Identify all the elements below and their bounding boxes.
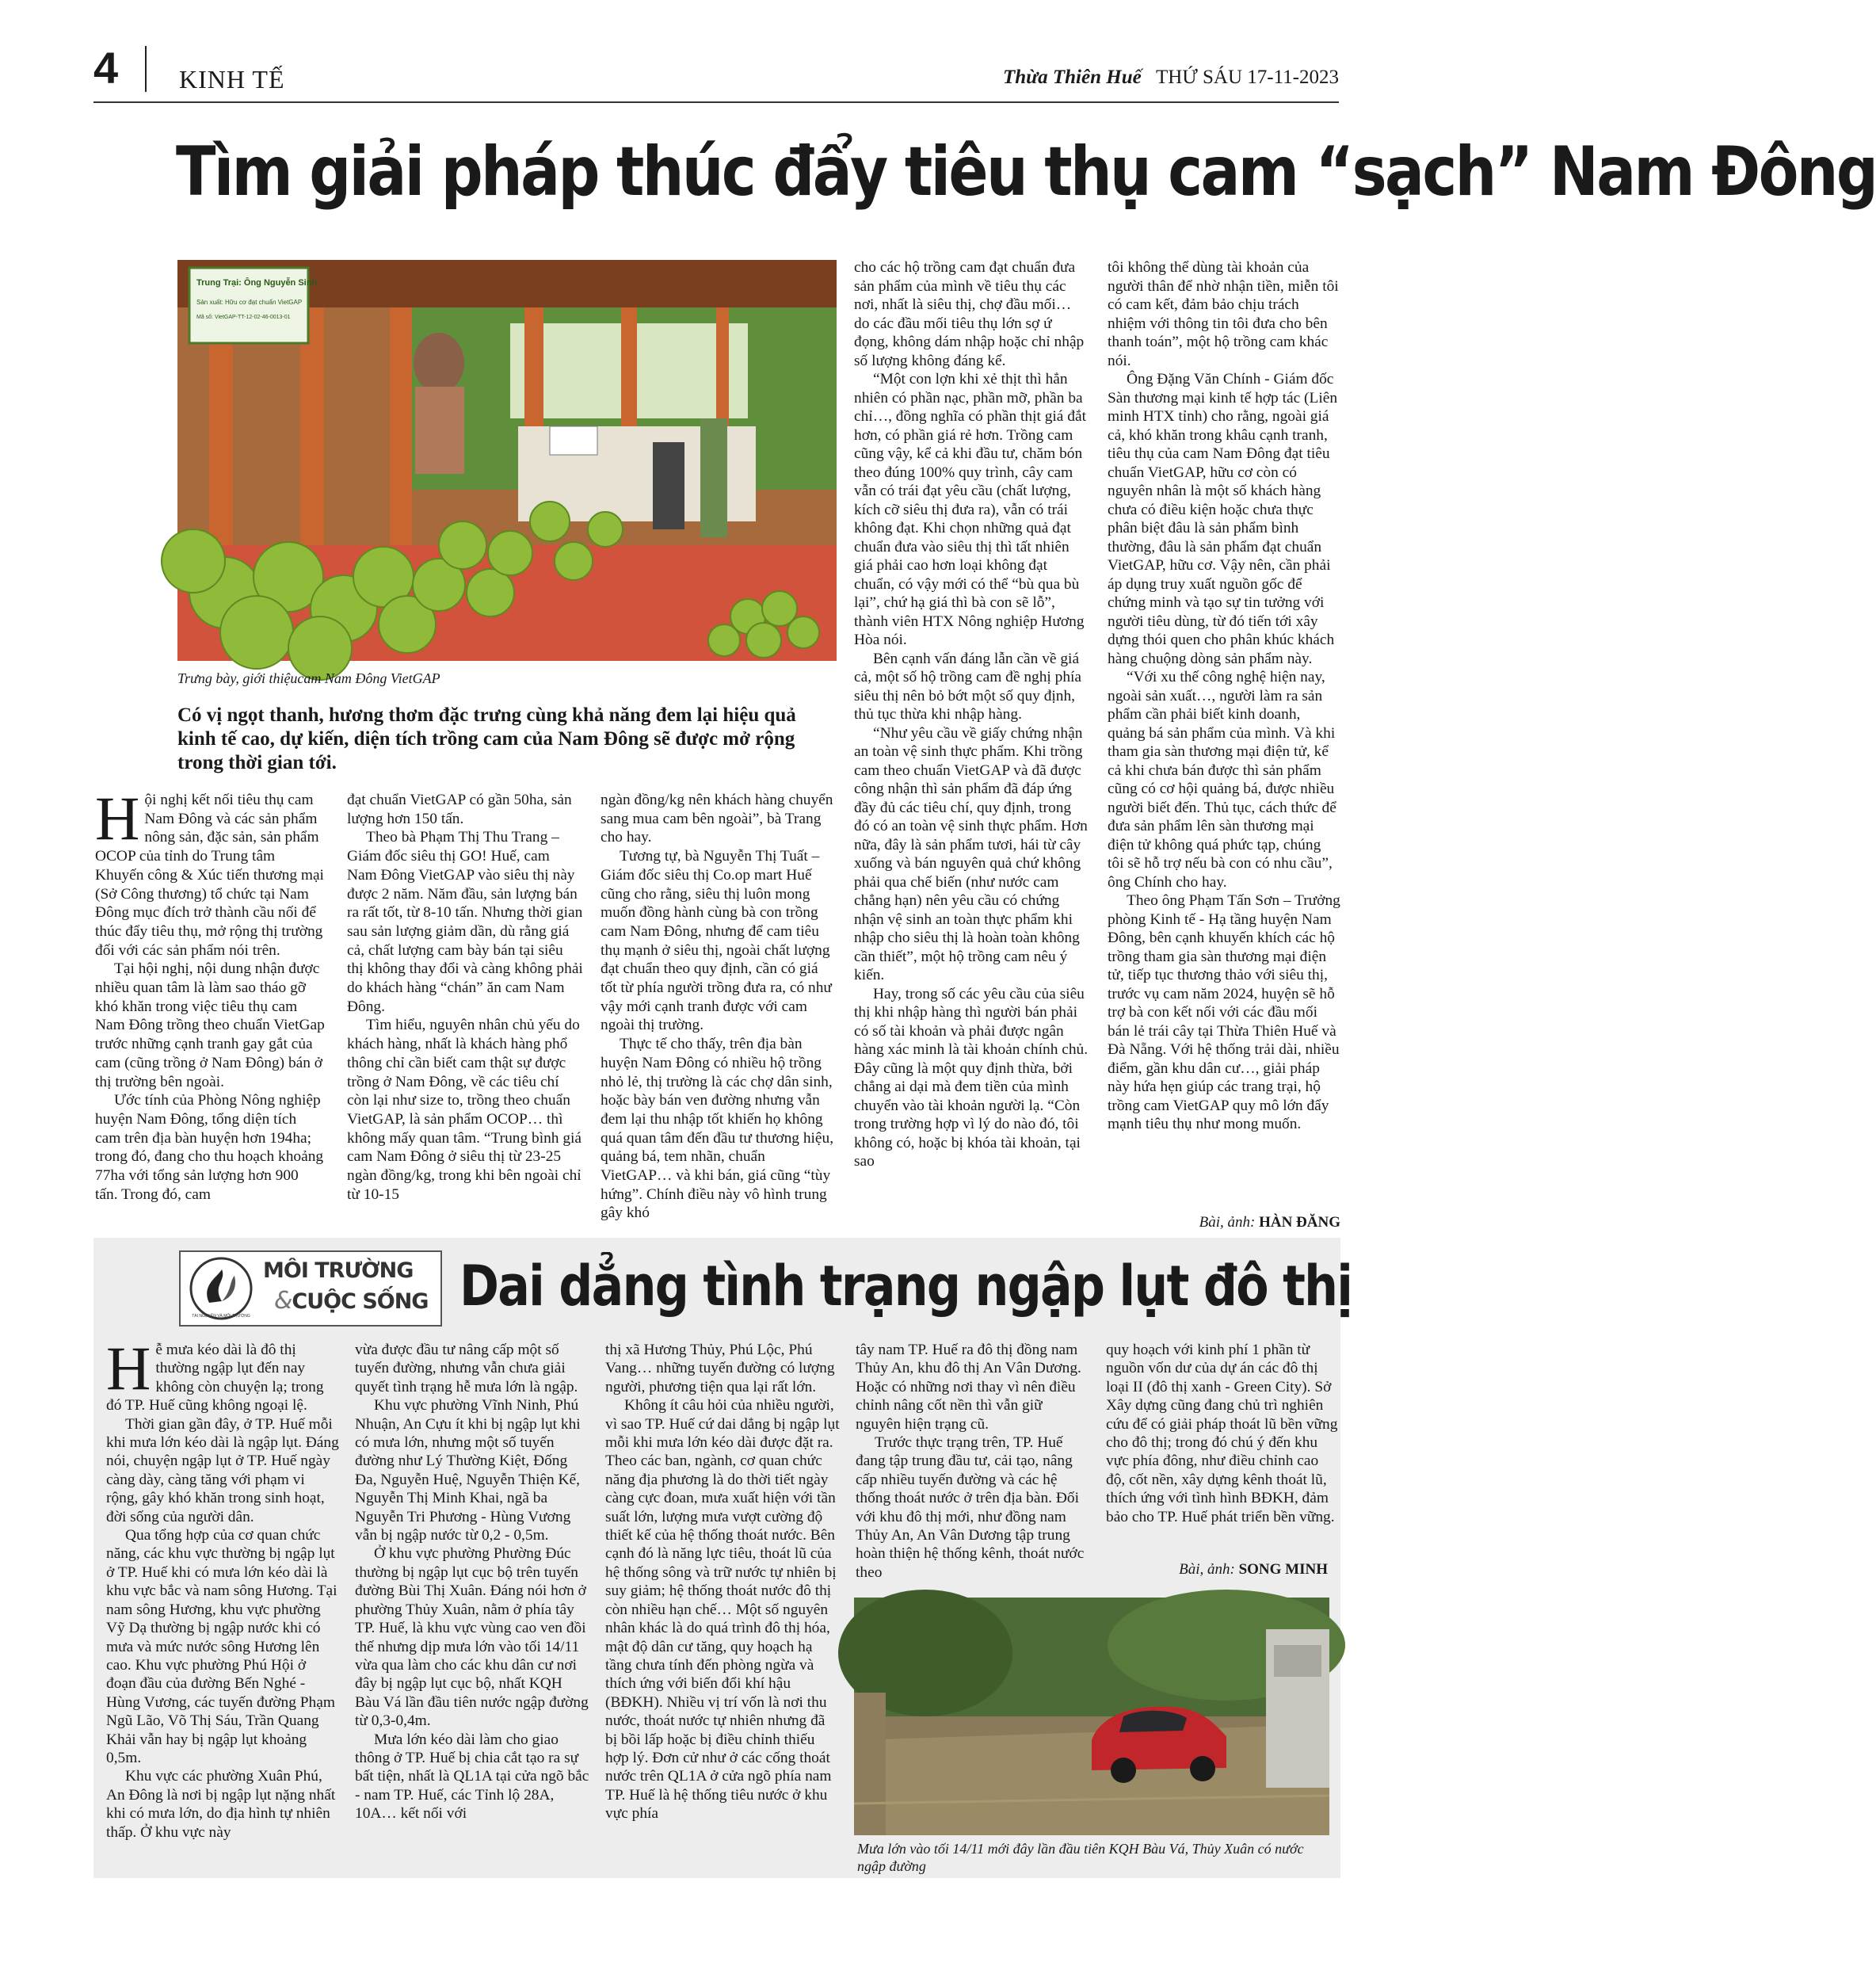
paragraph: Khu vực phường Vĩnh Ninh, Phú Nhuận, An Cựu ít khi bị ngập lụt khi có mưa lớn, nhưng một số tuyến đường như Lý Thường Kiệt, Đống Đa, Nguyễn Huệ, Nguyễn Thiện Kế, Nguyễn Thị Minh Khai, ngã ba Nguyễn Tri Phương - Hùng Vương vẫn bị ngập nước từ 0,2 - 0,5m. xyxy=(355,1397,581,1544)
article1-lead: Có vị ngọt thanh, hương thơm đặc trưng cùng khả năng đem lại hiệu quả kinh tế cao, dự kiến, diện tích trồng cam của Nam Đông sẽ được mở rộng trong thời gian tới. xyxy=(177,704,796,773)
paragraph: cho các hộ trồng cam đạt chuẩn đưa sản phẩm của mình về tiêu thụ các nơi, nhất là siêu thị, chợ đầu mối… do các đầu mối tiêu thụ lớn sợ ứ đọng, không dám nhập hoặc chỉ nhập số lượng không đáng kể. xyxy=(854,259,1085,369)
paragraph: Thực tế cho thấy, trên địa bàn huyện Nam Đông có nhiều hộ trồng nhỏ lẻ, thị trường là các chợ dân sinh, hoặc bày bán ven đường nhưng vẫn đem lại thu nhập tốt khiến họ không quá quan tâm đến đầu tư thương hiệu, quảng bá, tem nhãn, chuẩn VietGAP… và khi bán, giá cũng “tùy hứng”. Chính điều này vô hình trung gây khó xyxy=(601,1036,834,1222)
paragraph: ễ mưa kéo dài là đô thị thường ngập lụt đến nay không còn chuyện lạ; trong đó TP. Huế cũng không ngoại lệ. xyxy=(106,1342,324,1414)
paragraph: Ở khu vực phường Phường Đúc thường bị ngập lụt cục bộ trên tuyến đường Bùi Thị Xuân. Đáng nói hơn ở phường Thủy Xuân, nằm ở phía tây TP. Huế, là khu vực vùng cao ven đồi thế nhưng dịp mưa lớn vào tối 14/11 vừa qua làm cho các khu dân cư nơi đây bị ngập lụt cục bộ, nhất KQH Bàu Vá lần đầu tiên nước ngập đường từ 0,3-0,4m. xyxy=(355,1545,589,1730)
emblem-text: TÀI NGUYÊN VÀ MÔI TRƯỜNG xyxy=(192,1314,250,1319)
paragraph: Qua tổng hợp của cơ quan chức năng, các khu vực thường bị ngập lụt ở TP. Huế khi có mưa lớn kéo dài là khu vực bắc và nam sông Hương. Tại nam sông Hương, khu vực phường Vỹ Dạ thường bị ngập nước khi có mưa và mức nước sông Hương lên cao. Khu vực phường Phú Hội ở đoạn đầu của đường Bến Nghé - Hùng Vương, các tuyến đường Phạm Ngũ Lão, Võ Thị Sáu, Trần Quang Khải vẫn hay bị ngập lụt khoảng 0,5m. xyxy=(106,1527,337,1766)
paragraph: quy hoạch với kinh phí 1 phần từ nguồn vốn dư của dự án các đô thị loại II (đô thị xanh - Green City). Sở Xây dựng cũng đang chủ trì nghiên cứu để có giải pháp thoát lũ bền vững cho đô thị; trong đó chú ý đến khu vực phía đông, như điều chỉnh cao độ, cốt nền, xây dựng kênh thoát lũ, thích ứng với tình hình BĐKH, đảm bảo cho TP. Huế phát triển bền vững. xyxy=(1106,1342,1338,1525)
article1-column-2 xyxy=(347,791,583,1204)
article1-byline xyxy=(1108,1214,1340,1231)
sign-line3: Mã số: VietGAP-TT-12-02-46-0013-01 xyxy=(196,315,291,320)
paragraph: tôi không thể dùng tài khoản của người thân để nhờ nhận tiền, miễn tôi có cam kết, đảm bảo chịu trách nhiệm với thông tin tôi đưa cho bên thanh toán”, một hộ trồng cam khác nói. xyxy=(1108,259,1339,369)
ministry-emblem-icon xyxy=(185,1254,257,1323)
paragraph: Theo bà Phạm Thị Thu Trang – Giám đốc siêu thị GO! Huế, cam Nam Đông VietGAP vào siêu thị này được 2 năm. Năm đầu, sản lượng bán ra rất tốt, từ 8-10 tấn. Nhưng thời gian sau sản lượng giảm dần, dù rằng giá cả, chất lượng cam bày bán tại siêu thị không thay đổi và càng không phải do khách hàng “chán” ăn cam Nam Đông. xyxy=(347,829,583,1015)
header-rule xyxy=(93,101,1339,103)
article1-headline: Tìm giải pháp thúc đẩy tiêu thụ cam “sạch” Nam Đông xyxy=(176,132,1876,212)
article2-headline: Dai dẳng tình trạng ngập lụt đô thị xyxy=(459,1254,1352,1319)
header-separator xyxy=(145,46,147,92)
logo-title-2: CUỘC SỐNG xyxy=(292,1289,429,1314)
paragraph: Ông Đặng Văn Chính - Giám đốc Sàn thương mại kinh tế hợp tác (Liên minh HTX tỉnh) cho rằng, ngoài giá cả, khó khăn trong khâu cạnh tranh, tiêu thụ của cam Nam Đông đạt tiêu chuẩn VietGAP, hữu cơ còn có nguyên nhân là một số khách hàng chưa có điều kiện hoặc chưa thực phân biệt đâu là sản phẩm bình thường, đâu là sản phẩm đạt chuẩn VietGAP, hữu cơ. Vậy nên, cần phải áp dụng truy xuất nguồn gốc để chứng minh và tạo sự tin tưởng với người tiêu dùng, từ đó tiến tới xây dựng thói quen cho phân khúc khách hàng chuộng dòng sản phẩm này. xyxy=(1108,371,1338,667)
orange-market-photo xyxy=(177,260,837,661)
paragraph: Hay, trong số các yêu cầu của siêu thị khi nhập hàng thì người bán phải có số tài khoản và phải được ngân hàng xác minh là tài khoản chính chủ. Đây cũng là một quy định thừa, bởi chẳng ai dại mà đem tiền của mình chuyển vào tài khoản người lạ. “Còn trong trường hợp vì lý do nào đó, tôi không có, hoặc bị khóa tài khoản, tại sao xyxy=(854,985,1089,1170)
byline-author: SONG MINH xyxy=(1238,1561,1328,1578)
article2-column-5 xyxy=(1106,1341,1340,1526)
paragraph: ội nghị kết nối tiêu thụ cam Nam Đông và các sản phẩm nông sản, đặc sản, sản phẩm OCOP của tỉnh do Trung tâm Khuyến công & Xúc tiến thương mại (Sở Công thương) tổ chức tại Nam Đông mục đích trở thành cầu nối để thúc đẩy tiêu thụ, mở rộng thị trường đối với các sản phẩm nói trên. xyxy=(95,792,324,959)
paragraph: đạt chuẩn VietGAP có gần 50ha, sản lượng hơn 150 tấn. xyxy=(347,792,572,827)
sign-line2: Sản xuất: Hữu cơ đạt chuẩn VietGAP xyxy=(196,299,303,306)
paragraph: Khu vực các phường Xuân Phú, An Đông là nơi bị ngập lụt nặng nhất khi có mưa lớn, do địa hình tự nhiên thấp. Ở khu vực này xyxy=(106,1768,336,1841)
byline-prefix: Bài, ảnh: xyxy=(1199,1214,1256,1231)
page-number: 4 xyxy=(93,43,119,93)
flooded-street-illustration xyxy=(854,1598,1329,1835)
article1-dropcap: H xyxy=(95,784,140,853)
paragraph: ngàn đồng/kg nên khách hàng chuyển sang mua cam bên ngoài”, bà Trang cho hay. xyxy=(601,792,833,846)
paragraph: Mưa lớn kéo dài làm cho giao thông ở TP. Huế bị chia cắt tạo ra sự bất tiện, nhất là QL1A tại cửa ngõ bắc - nam TP. Huế, các Tỉnh lộ 28A, 10A… kết nối với xyxy=(355,1731,589,1823)
article1-photo-caption: Trưng bày, giới thiệucam Nam Đông VietGAP xyxy=(177,670,440,686)
section-title: KINH TẾ xyxy=(179,65,285,94)
article2-byline xyxy=(1106,1561,1328,1579)
logo-ampersand: & xyxy=(274,1287,292,1315)
paragraph: Tương tự, bà Nguyễn Thị Tuất – Giám đốc siêu thị Co.op mart Huế cũng cho rằng, siêu thị luôn mong muốn đồng hành cùng bà con trồng cam Nam Đông, nhưng để cam tiêu thụ mạnh ở siêu thị, ngoài chất lượng đạt chuẩn theo quy định, cần có giá tốt từ phía người trồng đưa ra, có như vậy mới cạnh tranh được với cam ngoài thị trường. xyxy=(601,848,832,1034)
sign-line1: Trung Trại: Ông Nguyễn Sinh xyxy=(196,278,318,288)
paragraph: Không ít câu hỏi của nhiều người, vì sao TP. Huế cứ dai dẳng bị ngập lụt mỗi khi mưa lớn kéo dài được đặt ra. Theo các ban, ngành, cơ quan chức năng địa phương là do thời tiết ngày càng cực đoan, mưa xuất hiện với tần suất lớn, lượng mưa vượt cường độ thiết kế của hệ thống thoát nước. Bên cạnh đó là năng lực tiêu, thoát lũ của hệ thống sông và trữ nước tự nhiên bị suy giảm; hệ thống thoát nước đô thị còn nhiều hạn chế… Một số nguyên nhân khác là do quá trình đô thị hóa, mật độ dân cư tăng, quy hoạch hạ tầng chưa tính đến phòng ngừa và thích ứng với biến đổi khí hậu (BĐKH). Nhiều vị trí vốn là nơi thu nước, thoát nước tự nhiên nhưng đã bị bồi lấp hoặc bị điều chỉnh thiếu hợp lý. Đơn cử như ở các cống thoát nước trên QL1A ở cửa ngõ phía nam TP. Huế là hệ thống tiêu nước ở khu vực phía xyxy=(605,1397,840,1823)
article1-column-4 xyxy=(854,258,1090,1171)
paragraph: Theo ông Phạm Tấn Sơn – Trưởng phòng Kinh tế - Hạ tầng huyện Nam Đông, bên cạnh khuyến khích các hộ trồng tham gia sàn thương mại điện tử, tiếp tục thương thảo với siêu thị, trước vụ cam năm 2024, huyện sẽ hỗ trợ bà con kết nối với các đầu mối bán lẻ trái cây tại Thừa Thiên Huế và Đà Nẵng. Với hệ thống trải dài, nhiều điểm, gần khu dân cư…, giải pháp này hứa hẹn giúp các trang trại, hộ trồng cam VietGAP quy mô lớn đẩy mạnh tiêu thụ như mong muốn. xyxy=(1108,892,1340,1132)
paragraph: tây nam TP. Huế ra đô thị đồng nam Thủy An, khu đô thị An Vân Dương. Hoặc có những nơi thay vì nên điều chỉnh nâng cốt nền thì vẫn giữ nguyên hiện trạng cũ. xyxy=(856,1342,1081,1433)
article2-dropcap: H xyxy=(106,1334,151,1403)
article1-column-1 xyxy=(95,784,325,1204)
paragraph: vừa được đầu tư nâng cấp một số tuyến đường, nhưng vẫn chưa giải quyết tình trạng hễ mưa lớn là ngập. xyxy=(355,1342,578,1395)
paragraph: “Một con lợn khi xẻ thịt thì hẳn nhiên có phần nạc, phần mỡ, phần ba chỉ…, đồng nghĩa có phần thịt giá đắt hơn, có phần giá rẻ hơn. Trồng cam cũng vậy, kể cả khi đầu tư, chăm bón theo đúng 100% quy trình, cây cam vẫn có trái đạt yêu cầu (chất lượng, kích cỡ siêu thị đưa ra), vẫn có trái không đạt. Khi chọn những quả đạt chuẩn đưa vào siêu thị thì tất nhiên giá phải cao hơn loại không đạt chuẩn, có vậy mới có thể “bù qua bù lại”, chứ hạ giá thì bà con sẽ lỗ”, thành viên HTX Nông nghiệp Hương Hòa nói. xyxy=(854,371,1086,648)
byline-prefix: Bài, ảnh: xyxy=(1179,1561,1235,1578)
paper-name: Thừa Thiên Huế xyxy=(1002,67,1142,88)
paragraph: “Với xu thế công nghệ hiện nay, ngoài sản xuất…, người làm ra sản phẩm cần phải biết kinh doanh, quảng bá sản phẩm của mình. Và khi tham gia sàn thương mại điện tử, kể cả khi chưa bán được thì sản phẩm cũng có cơ hội quảng bá, được nhiều người biết đến. Thủ tục, cách thức để đưa sản phẩm lên sàn thương mại điện tử không quá phức tạp, chúng tôi sẽ hỗ trợ nếu bà con có nhu cầu”, ông Chính cho hay. xyxy=(1108,669,1336,891)
paragraph: Bên cạnh vấn đáng lẫn cần về giá cả, một số hộ trồng cam đề nghị phía siêu thị nên bỏ bớt một số quy định, thủ tục thừa khi nhập hàng. xyxy=(854,650,1082,723)
masthead xyxy=(1003,67,1339,89)
logo-title-1: MÔI TRƯỜNG xyxy=(263,1258,414,1283)
paragraph: “Như yêu cầu về giấy chứng nhận an toàn vệ sinh thực phẩm. Khi trồng cam theo chuẩn VietGAP và đã được công nhận thì sản phẩm đã đáp ứng đầy đủ các tiêu chí, quy định, trong đó có an toàn vệ sinh thực phẩm. Hơn nữa, đây là sản phẩm tươi, hái từ cây xuống và bán nguyên quả chứ không phải qua chế biến (như nước cam chẳng hạn) nên yêu cầu có chứng nhận vệ sinh an toàn thực phẩm khi nhập cho siêu thị là hoàn toàn không cần thiết”, một hộ trồng cam nêu ý kiến. xyxy=(854,724,1088,983)
orange-market-illustration xyxy=(177,260,837,661)
flooded-street-photo xyxy=(854,1598,1329,1835)
paragraph: Ước tính của Phòng Nông nghiệp huyện Nam Đông, tổng diện tích cam trên địa bàn huyện hơn 194ha; trong đó, đang cho thu hoạch khoảng 77ha với tổng sản lượng hơn 900 tấn. Trong đó, cam xyxy=(95,1092,324,1203)
article2-column-4 xyxy=(856,1341,1090,1582)
issue-date: THỨ SÁU 17-11-2023 xyxy=(1156,67,1339,88)
byline-author: HÀN ĐĂNG xyxy=(1259,1214,1340,1231)
paragraph: thị xã Hương Thủy, Phú Lộc, Phú Vang… những tuyến đường có lượng người, phương tiện qua lại rất lớn. xyxy=(605,1342,835,1395)
environment-column-logo xyxy=(179,1250,442,1327)
paragraph: Tại hội nghị, nội dung nhận được nhiều quan tâm là làm sao tháo gỡ khó khăn trong việc tiêu thụ cam Nam Đông trồng theo chuẩn VietGap trước những cạnh tranh gay gắt của cam (cũng trồng ở Nam Đông) bán ở thị trường bên ngoài. xyxy=(95,960,325,1090)
article2-column-1 xyxy=(106,1334,339,1842)
paragraph: Thời gian gần đây, ở TP. Huế mỗi khi mưa lớn kéo dài là ngập lụt. Đáng nói, chuyện ngập lụt ở TP. Huế ngày càng dày, càng tăng với phạm vi rộng, gây khó khăn trong sinh hoạt, đời sống của người dân. xyxy=(106,1415,339,1525)
logo-title-2-wrap xyxy=(274,1287,428,1315)
article2-column-2 xyxy=(355,1341,589,1823)
paragraph: Tìm hiểu, nguyên nhân chủ yếu do khách hàng, nhất là khách hàng phổ thông chỉ cần biết cam thật sự được trồng ở Nam Đông, về các tiêu chí còn lại như size to, trồng theo chuẩn VietGAP, là sản phẩm OCOP… thì không mấy quan tâm. “Trung bình giá cam Nam Đông ở siêu thị từ 23-25 ngàn đồng/kg, trong khi bên ngoài chỉ từ 10-15 xyxy=(347,1017,582,1203)
paragraph: Trước thực trạng trên, TP. Huế đang tập trung đầu tư, cải tạo, nâng cấp nhiều tuyến đường và các hệ thống thoát nước ở trên địa bàn. Đối với khu đô thị mới, như đồng nam Thủy An, An Vân Dương tập trung hoàn thiện hệ thống kênh, thoát nước theo xyxy=(856,1434,1085,1581)
article1-column-3 xyxy=(601,791,837,1223)
article2-photo-caption: Mưa lớn vào tối 14/11 mới đây lần đầu tiên KQH Bàu Vá, Thủy Xuân có nước ngập đường xyxy=(857,1841,1304,1874)
article1-column-5 xyxy=(1108,258,1340,1134)
article2-column-3 xyxy=(605,1341,840,1823)
